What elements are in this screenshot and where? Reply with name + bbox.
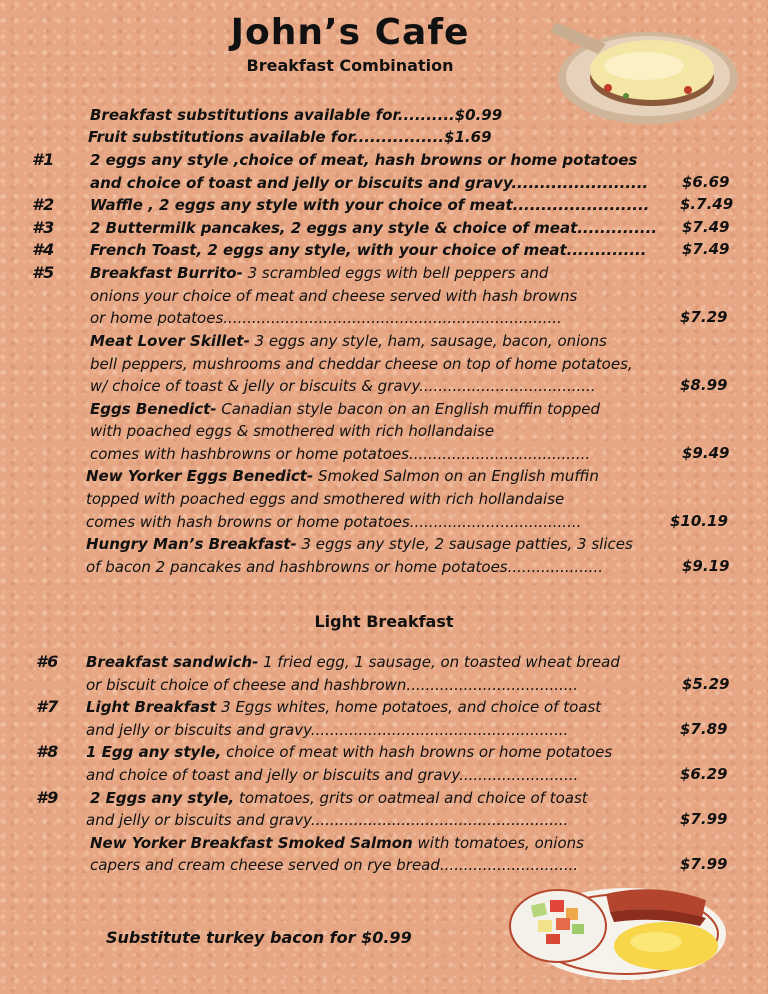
item-name: Breakfast sandwich-: [86, 653, 259, 671]
item-name: New Yorker Breakfast Smoked Salmon: [90, 834, 413, 852]
item-line: and jelly or biscuits and gravy......................................................: [86, 721, 569, 739]
fruit-eggs-bacon-plate-icon: [506, 874, 728, 984]
item-line: Waffle , 2 eggs any style with your choice of meat........................: [90, 196, 650, 214]
item-price: $8.99: [680, 376, 728, 394]
item-number: #8: [36, 742, 59, 761]
item-line: 3 eggs any style, ham, sausage, bacon, onions: [249, 332, 607, 350]
item-line: capers and cream cheese served on rye bread.............................: [90, 856, 579, 874]
item-line: 3 Eggs whites, home potatoes, and choice of toast: [216, 698, 602, 716]
page-subtitle: Breakfast Combination: [246, 56, 454, 75]
item-line: French Toast, 2 eggs any style, with your choice of meat..............: [90, 241, 647, 259]
item-line: 2 eggs any style ,choice of meat, hash browns or home potatoes: [90, 151, 638, 169]
item-price: $7.89: [680, 720, 728, 738]
item-line: comes with hashbrowns or home potatoes......................................: [90, 445, 591, 463]
item-line: or biscuit choice of cheese and hashbrown....................................: [86, 676, 579, 694]
item-price: $7.99: [680, 855, 728, 873]
item-line: onions your choice of meat and cheese served with hash browns: [90, 287, 578, 305]
item-line: w/ choice of toast & jelly or biscuits & gravy.....................................: [90, 377, 596, 395]
item-name: Eggs Benedict-: [90, 400, 217, 418]
item-name: 2 Eggs any style,: [90, 789, 235, 807]
substitution-price: $0.99: [454, 106, 503, 124]
item-line: 2 Buttermilk pancakes, 2 eggs any style & choice of meat..............: [90, 219, 658, 237]
item-number: #5: [32, 263, 55, 282]
item-line: 3 scrambled eggs with bell peppers and: [242, 264, 549, 282]
item-line: 1 fried egg, 1 sausage, on toasted wheat bread: [258, 653, 620, 671]
item-number: #2: [32, 195, 55, 214]
item-number: #3: [32, 218, 55, 237]
item-line: and choice of toast and jelly or biscuits and gravy........................: [90, 174, 649, 192]
item-price: $7.49: [682, 240, 730, 258]
omelet-plate-icon: [548, 12, 740, 130]
item-price: $5.29: [682, 675, 730, 693]
item-line: choice of meat with hash browns or home potatoes: [221, 743, 613, 761]
item-number: #9: [36, 788, 59, 807]
page-title: John’s Cafe: [230, 12, 470, 53]
item-line: and jelly or biscuits and gravy......................................................: [86, 811, 569, 829]
item-price: $6.69: [682, 173, 730, 191]
item-name: Meat Lover Skillet-: [90, 332, 250, 350]
item-price: $.7.49: [680, 195, 734, 213]
item-price: $10.19: [670, 512, 728, 530]
item-number: #6: [36, 652, 59, 671]
item-line: Canadian style bacon on an English muffin topped: [216, 400, 601, 418]
item-name: Hungry Man’s Breakfast-: [86, 535, 297, 553]
item-price: $7.49: [682, 218, 730, 236]
item-line: tomatoes, grits or oatmeal and choice of toast: [234, 789, 588, 807]
item-price: $7.29: [680, 308, 728, 326]
substitution-text: Fruit substitutions available for................: [88, 128, 445, 146]
item-line: or home potatoes.......................................................................: [90, 309, 562, 327]
item-price: $7.99: [680, 810, 728, 828]
item-name: Breakfast Burrito-: [90, 264, 243, 282]
turkey-bacon-note: Substitute turkey bacon for $0.99: [106, 928, 412, 947]
item-line: 3 eggs any style, 2 sausage patties, 3 slices: [296, 535, 633, 553]
item-line: with poached eggs & smothered with rich hollandaise: [90, 422, 495, 440]
item-line: topped with poached eggs and smothered with rich hollandaise: [86, 490, 565, 508]
substitution-text: Breakfast substitutions available for..........: [90, 106, 455, 124]
item-number: #1: [32, 150, 55, 169]
item-line: comes with hash browns or home potatoes....................................: [86, 513, 582, 531]
section-title-light-breakfast: Light Breakfast: [314, 612, 454, 631]
item-name: 1 Egg any style,: [86, 743, 222, 761]
item-number: #7: [36, 697, 59, 716]
item-price: $6.29: [680, 765, 728, 783]
item-price: $9.49: [682, 444, 730, 462]
substitution-price: $1.69: [444, 128, 492, 146]
item-line: bell peppers, mushrooms and cheddar cheese on top of home potatoes,: [90, 355, 633, 373]
item-line: with tomatoes, onions: [412, 834, 584, 852]
item-line: and choice of toast and jelly or biscuits and gravy.........................: [86, 766, 579, 784]
item-number: #4: [32, 240, 55, 259]
item-name: Light Breakfast: [86, 698, 217, 716]
item-price: $9.19: [682, 557, 730, 575]
item-line: Smoked Salmon on an English muffin: [313, 467, 599, 485]
item-name: New Yorker Eggs Benedict-: [86, 467, 314, 485]
item-line: of bacon 2 pancakes and hashbrowns or home potatoes....................: [86, 558, 603, 576]
